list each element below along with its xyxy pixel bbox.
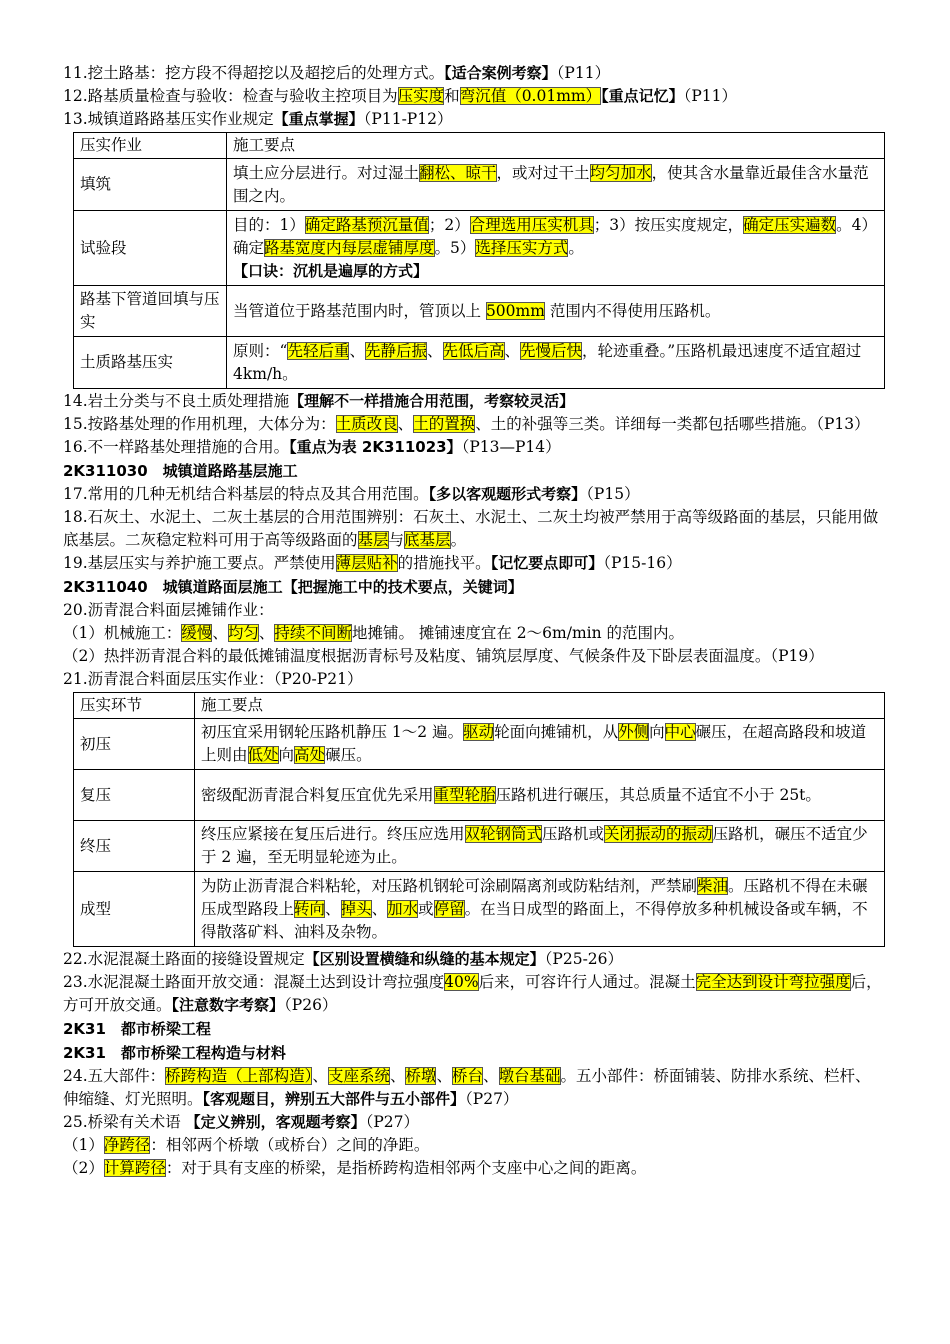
highlight: 桥台 <box>452 1067 484 1085</box>
highlight: 外侧 <box>618 723 650 741</box>
item-19: 19.基层压实与养护施工要点。严禁使用薄层贴补的措施找平。【记忆要点即可】（P15-16） <box>63 554 682 572</box>
table-header-cell: 施工要点 <box>195 693 885 719</box>
row-content: 终压应紧接在复压后进行。终压应选用双轮钢筒式压路机或关闭振动的振动压路机，碾压不适宜少于 2 遍，至无明显轮迹为止。 <box>195 821 885 872</box>
highlight: 基层 <box>357 531 389 549</box>
table-header-cell: 压实环节 <box>74 693 195 719</box>
item-20-2: （2）热拌沥青混合料的最低摊铺温度根据沥青标号及粘度、铺筑层厚度、气候条件及下卧层表面温度。（P19） <box>63 647 824 665</box>
highlight: 500mm <box>485 301 545 320</box>
highlight: 合理选用压实机具 <box>469 215 594 234</box>
highlight: 停留 <box>433 899 465 918</box>
row-content: 初压宜采用钢轮压路机静压 1～2 遍。驱动轮面向摊铺机，从外侧向中心碾压，在超高路段和坡道上则由低处向高处碾压。 <box>195 719 885 770</box>
highlight: 净跨径 <box>103 1136 151 1154</box>
highlight: 薄层贴补 <box>335 554 398 572</box>
item-22: 22.水泥混凝土路面的接缝设置规定【区别设置横缝和纵缝的基本规定】（P25-26） <box>63 950 624 968</box>
highlight: 压实度 <box>397 87 445 105</box>
table-row <box>74 872 885 947</box>
row-content: 当管道位于路基范围内时，管顶以上 500mm 范围内不得使用压路机。 <box>227 286 885 337</box>
highlight: 关闭振动的振动 <box>604 825 713 843</box>
row-key: 试验段 <box>74 211 227 286</box>
highlight: 先静后振 <box>364 341 427 360</box>
table-row <box>74 821 885 872</box>
section-heading: 2K311030 城镇道路路基层施工 <box>63 462 298 480</box>
item-11: 11.挖土路基：挖方段不得超挖以及超挖后的处理方式。【适合案例考察】（P11） <box>63 64 611 82</box>
table-row <box>74 159 885 211</box>
row-content: 填土应分层进行。对过湿土翻松、晾干，或对过干土均匀加水，使其含水量靠近最佳含水量范围之内。 <box>227 159 885 211</box>
row-content: 为防止沥青混合料粘轮，对压路机钢轮可涂刷隔离剂或防粘结剂，严禁刷柴油。压路机不得在未碾压成型路段上转向、掉头、加水或停留。在当日成型的路面上，不得停放多种机械设备或车辆，不得散落矿料、油料及杂物。 <box>195 872 885 947</box>
highlight: 掉头 <box>340 899 372 918</box>
item-18: 18.石灰土、水泥土、二灰土基层的合用范围辨别：石灰土、水泥土、二灰土均被严禁用于高等级路面的基层，只能用做底基层。二灰稳定粒料可用于高等级路面的基层与底基层。 <box>63 508 879 549</box>
highlight: 计算跨径 <box>103 1159 166 1177</box>
row-content: 目的：1）确定路基预沉量值；2）合理选用压实机具；3）按压实度规定，确定压实遍数。4）确定路基宽度内每层虚铺厚度。5）选择压实方式。 【口诀：沉机是遍厚的方式】 <box>227 211 885 286</box>
item-20: 20.沥青混合料面层摊铺作业： <box>63 601 274 619</box>
highlight: 先慢后快 <box>520 341 583 360</box>
row-key: 路基下管道回填与压实 <box>74 286 227 337</box>
item-13: 13.城镇道路路基压实作业规定【重点掌握】（P11-P12） <box>63 110 453 128</box>
highlight: 均匀 <box>227 624 259 642</box>
row-key: 填筑 <box>74 159 227 211</box>
section-heading: 2K31 都市桥梁工程构造与材料 <box>63 1044 286 1062</box>
highlight: 转向 <box>294 899 326 918</box>
table-header-cell: 施工要点 <box>227 133 885 159</box>
item-21: 21.沥青混合料面层压实作业：（P20-P21） <box>63 670 363 688</box>
highlight: 双轮钢筒式 <box>464 825 543 843</box>
asphalt-compaction-table <box>73 692 885 947</box>
highlight: 弯沉值（0.01mm） <box>459 87 602 105</box>
table-row <box>74 337 885 389</box>
item-24: 24.五大部件：桥跨构造（上部构造）、支座系统、桥墩、桥台、墩台基础。五小部件：桥面铺装、防排水系统、栏杆、伸缩缝、灯光照明。【客观题目，辨别五大部件与五小部件】（P27） <box>63 1067 871 1108</box>
table-header-row <box>74 133 885 159</box>
highlight: 选择压实方式 <box>475 238 569 257</box>
highlight: 低处 <box>247 746 279 764</box>
highlight: 加水 <box>387 899 419 918</box>
highlight: 确定路基预沉量值 <box>304 215 429 234</box>
item-25-1: （1）净跨径：相邻两个桥墩（或桥台）之间的净距。 <box>63 1136 430 1154</box>
highlight: 先低后高 <box>442 341 505 360</box>
item-20-1: （1）机械施工：缓慢、均匀、持续不间断地摊铺。 摊铺速度宜在 2～6m/min 的范围内。 <box>63 624 685 642</box>
item-17: 17.常用的几种无机结合料基层的特点及其合用范围。【多以客观题形式考察】（P15） <box>63 485 640 503</box>
row-key: 初压 <box>74 719 195 770</box>
item-15: 15.按路基处理的作用机理，大体分为：土质改良、土的置换、土的补强等三类。详细每一类都包括哪些措施。（P13） <box>63 415 870 433</box>
highlight: 高处 <box>294 746 326 764</box>
highlight: 中心 <box>664 723 696 741</box>
highlight: 持续不间断 <box>274 624 352 642</box>
highlight: 翻松、晾干 <box>419 163 497 182</box>
table-header-row <box>74 693 885 719</box>
item-12: 12.路基质量检查与验收：检查与验收主控项目为压实度和弯沉值（0.01mm）【重点记忆】（P11） <box>63 87 738 105</box>
item-16: 16.不一样路基处理措施的合用。【重点为表 2K311023】（P13—P14） <box>63 438 561 456</box>
highlight: 40% <box>444 973 479 991</box>
highlight: 土的置换 <box>413 415 476 433</box>
row-content: 原则：“先轻后重、先静后振、先低后高、先慢后快，轮迹重叠。”压路机最迅速度不适宜超过 4km/h。 <box>227 337 885 389</box>
highlight: 墩台基础 <box>498 1067 561 1085</box>
table-row <box>74 719 885 770</box>
highlight: 土质改良 <box>335 415 398 433</box>
row-content: 密级配沥青混合料复压宜优先采用重型轮胎压路机进行碾压，其总质量不适宜不小于 25t。 <box>195 770 885 821</box>
row-key: 复压 <box>74 770 195 821</box>
highlight: 驱动 <box>463 723 495 741</box>
row-key: 土质路基压实 <box>74 337 227 389</box>
item-25-2: （2）计算跨径：对于具有支座的桥梁，是指桥跨构造相邻两个支座中心之间的距离。 <box>63 1159 647 1177</box>
table-row <box>74 286 885 337</box>
highlight: 完全达到设计弯拉强度 <box>695 973 851 991</box>
highlight: 柴油 <box>697 876 729 895</box>
item-14: 14.岩土分类与不良土质处理措施【理解不一样措施合用范围，考察较灵活】 <box>63 392 575 410</box>
highlight: 缓慢 <box>181 624 213 642</box>
highlight: 重型轮胎 <box>433 785 496 804</box>
highlight: 底基层 <box>404 531 451 549</box>
row-key: 终压 <box>74 821 195 872</box>
document-page <box>63 62 885 1180</box>
table-row <box>74 211 885 286</box>
highlight: 先轻后重 <box>287 341 350 360</box>
section-heading: 2K311040 城镇道路面层施工【把握施工中的技术要点，关键词】 <box>63 578 523 596</box>
highlight: 路基宽度内每层虚铺厚度 <box>264 238 435 257</box>
item-23: 23.水泥混凝土路面开放交通：混凝土达到设计弯拉强度40%后来，可容许行人通过。混凝土完全达到设计弯拉强度后，方可开放交通。【注意数字考察】（P26） <box>63 973 882 1014</box>
highlight: 支座系统 <box>327 1067 390 1085</box>
table-row <box>74 770 885 821</box>
highlight: 均匀加水 <box>589 163 652 182</box>
highlight: 确定压实遍数 <box>743 215 837 234</box>
table-header-cell: 压实作业 <box>74 133 227 159</box>
highlight: 桥跨构造（上部构造） <box>165 1067 313 1085</box>
section-heading: 2K31 都市桥梁工程 <box>63 1020 211 1038</box>
row-key: 成型 <box>74 872 195 947</box>
item-25: 25.桥梁有关术语 【定义辨别，客观题考察】（P27） <box>63 1113 419 1131</box>
highlight: 桥墩 <box>405 1067 437 1085</box>
subgrade-compaction-table <box>73 132 885 389</box>
